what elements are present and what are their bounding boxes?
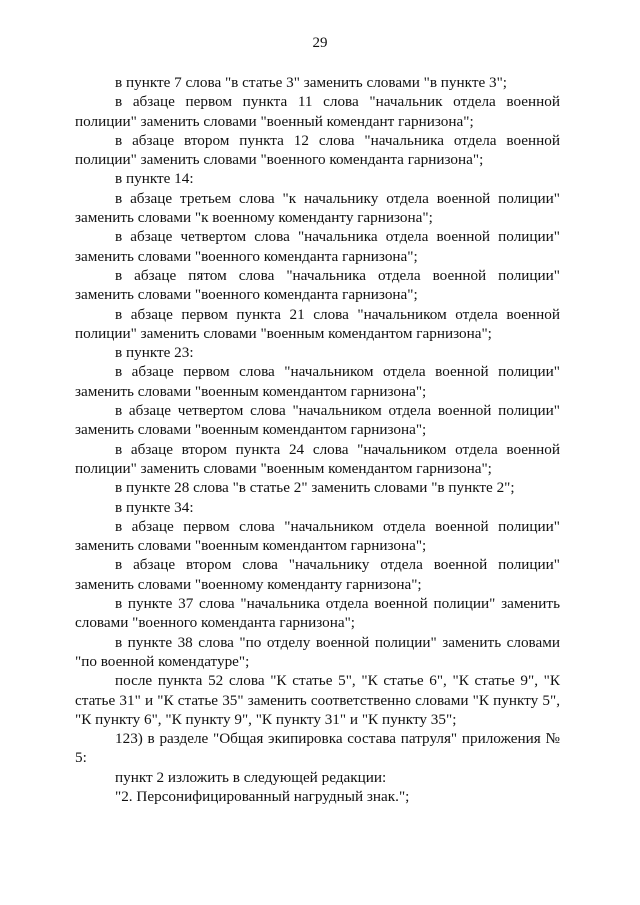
paragraph: в абзаце втором слова "начальнику отдела военной полиции" заменить словами "военному коменданту гарнизона"; xyxy=(75,556,560,593)
paragraph: в пункте 7 слова "в статье 3" заменить словами "в пункте 3"; xyxy=(115,74,508,91)
paragraph: в абзаце втором пункта 12 слова "начальника отдела военной полиции" заменить словами "военного коменданта гарнизона"; xyxy=(75,131,560,169)
paragraph: пункт 2 изложить в следующей редакции: xyxy=(115,768,387,786)
paragraph: "2. Персонифицированный нагрудный знак."; xyxy=(115,787,410,805)
paragraph: в абзаце третьем слова "к начальнику отдела военной полиции" заменить словами "к военному коменданту гарнизона"; xyxy=(75,189,560,227)
paragraph: в абзаце первом слова "начальником отдела военной полиции" заменить словами "военным комендантом гарнизона"; xyxy=(75,363,560,400)
paragraph: в пункте 38 слова "по отделу военной полиции" заменить словами "по военной комендатуре"; xyxy=(75,633,560,670)
paragraph: в пункте 23: xyxy=(115,344,194,362)
paragraph: в абзаце первом пункта 21 слова "начальником отдела военной полиции" заменить словами "военным комендантом гарнизона"; xyxy=(75,305,560,342)
paragraph: в абзаце втором пункта 24 слова "начальником отдела военной полиции" заменить словами "военным комендантом гарнизона"; xyxy=(75,440,560,477)
paragraph: 123) в разделе "Общая экипировка состава патруля" приложения № 5: xyxy=(75,730,560,767)
page-number: 29 xyxy=(312,35,328,51)
paragraph: в пункте 37 слова "начальника отдела военной полиции" заменить словами "военного коменданта гарнизона"; xyxy=(75,595,560,632)
paragraph: в абзаце четвертом слова "начальником отдела военной полиции" заменить словами "военным комендантом гарнизона"; xyxy=(75,402,560,439)
paragraph: в абзаце первом слова "начальником отдела военной полиции" заменить словами "военным комендантом гарнизона"; xyxy=(75,517,560,555)
paragraph: в пункте 28 слова "в статье 2" заменить словами "в пункте 2"; xyxy=(115,479,515,497)
document-body xyxy=(75,73,560,806)
paragraph: в пункте 34: xyxy=(115,498,194,516)
paragraph: в абзаце четвертом слова "начальника отдела военной полиции" заменить словами "военного коменданта гарнизона"; xyxy=(75,228,560,265)
paragraph: после пункта 52 слова "К статье 5", "К статье 6", "К статье 9", "К статье 31" и "К статье 35" заменить соответственно словами "К пункту 5", "К пункту 6", "К пункту 9", "К пункту 31" и "К пункту 35"; xyxy=(75,672,560,728)
paragraph: в пункте 14: xyxy=(115,170,194,188)
paragraph: в абзаце пятом слова "начальника отдела военной полиции" заменить словами "военного коменданта гарнизона"; xyxy=(75,266,560,304)
paragraph: в абзаце первом пункта 11 слова "начальник отдела военной полиции" заменить словами "военный комендант гарнизона"; xyxy=(75,93,560,130)
